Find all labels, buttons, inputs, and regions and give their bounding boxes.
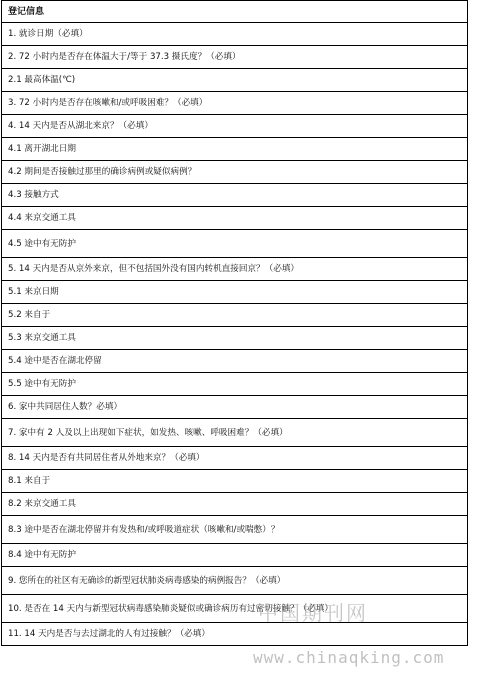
form-title: 登记信息: [2, 1, 468, 23]
form-row: [2, 544, 468, 567]
form-row: [2, 207, 468, 230]
registration-table: [1, 0, 468, 646]
form-row: [2, 69, 468, 92]
watermark-url: www.chinaqking.com: [253, 648, 445, 667]
form-row-label: 5.5 途中有无防护: [2, 373, 468, 396]
form-row: [2, 304, 468, 327]
form-row-label: 1. 就诊日期（必填）: [2, 23, 468, 46]
form-row: [2, 623, 468, 646]
form-row-label: 4.1 离开湖北日期: [2, 138, 468, 161]
form-row: [2, 115, 468, 138]
form-row-label: 4.4 来京交通工具: [2, 207, 468, 230]
form-row: [2, 184, 468, 207]
form-row-label: 5.3 来京交通工具: [2, 327, 468, 350]
form-row-label: 3. 72 小时内是否存在咳嗽和/或呼吸困难？（必填）: [2, 92, 468, 115]
form-row: [2, 281, 468, 304]
form-row: [2, 567, 468, 595]
form-row-label: 8. 14 天内是否有共同居住者从外地来京？（必填）: [2, 447, 468, 470]
form-row-label: 8.1 来自于: [2, 470, 468, 493]
registration-form: [1, 0, 468, 646]
form-row: [2, 396, 468, 419]
form-row: [2, 327, 468, 350]
form-row: [2, 350, 468, 373]
form-row-label: 4.5 途中有无防护: [2, 230, 468, 258]
form-row-label: 6. 家中共同居住人数？必填）: [2, 396, 468, 419]
form-row: [2, 516, 468, 544]
form-row-label: 4. 14 天内是否从湖北来京？（必填）: [2, 115, 468, 138]
form-row: [2, 470, 468, 493]
form-row: [2, 419, 468, 447]
form-row-label: 8.4 途中有无防护: [2, 544, 468, 567]
form-header-row: [2, 1, 468, 23]
form-row-label: 10. 是否在 14 天内与新型冠状病毒感染肺炎疑似或确诊病历有过密切接触？（必填）: [2, 595, 468, 623]
form-row: [2, 447, 468, 470]
form-row-label: 5.1 来京日期: [2, 281, 468, 304]
form-row-label: 11. 14 天内是否与去过湖北的人有过接触？（必填）: [2, 623, 468, 646]
form-row: [2, 138, 468, 161]
form-row-label: 4.2 期间是否接触过那里的确诊病例或疑似病例？: [2, 161, 468, 184]
form-row-label: 5.4 途中是否在湖北停留: [2, 350, 468, 373]
form-row-label: 2.1 最高体温(℃): [2, 69, 468, 92]
form-row-label: 8.3 途中是否在湖北停留并有发热和/或呼吸道症状（咳嗽和/或喘憋）？: [2, 516, 468, 544]
form-row: [2, 258, 468, 281]
form-row-label: 7. 家中有 2 人及以上出现如下症状，如发热、咳嗽、呼吸困难？（必填）: [2, 419, 468, 447]
form-row: [2, 373, 468, 396]
form-row: [2, 23, 468, 46]
form-row-label: 8.2 来京交通工具: [2, 493, 468, 516]
form-row: [2, 46, 468, 69]
form-row-label: 2. 72 小时内是否存在体温大于/等于 37.3 摄氏度？（必填）: [2, 46, 468, 69]
form-row: [2, 493, 468, 516]
form-row: [2, 595, 468, 623]
form-row-label: 5. 14 天内是否从京外来京，但不包括国外没有国内转机直接回京？（必填）: [2, 258, 468, 281]
form-row-label: 9. 您所在的社区有无确诊的新型冠状肺炎病毒感染的病例报告？（必填）: [2, 567, 468, 595]
form-row-label: 4.3 接触方式: [2, 184, 468, 207]
form-row: [2, 230, 468, 258]
form-row-label: 5.2 来自于: [2, 304, 468, 327]
form-row: [2, 92, 468, 115]
watermark-site-name: 中国期刊网: [258, 601, 368, 625]
form-row: [2, 161, 468, 184]
